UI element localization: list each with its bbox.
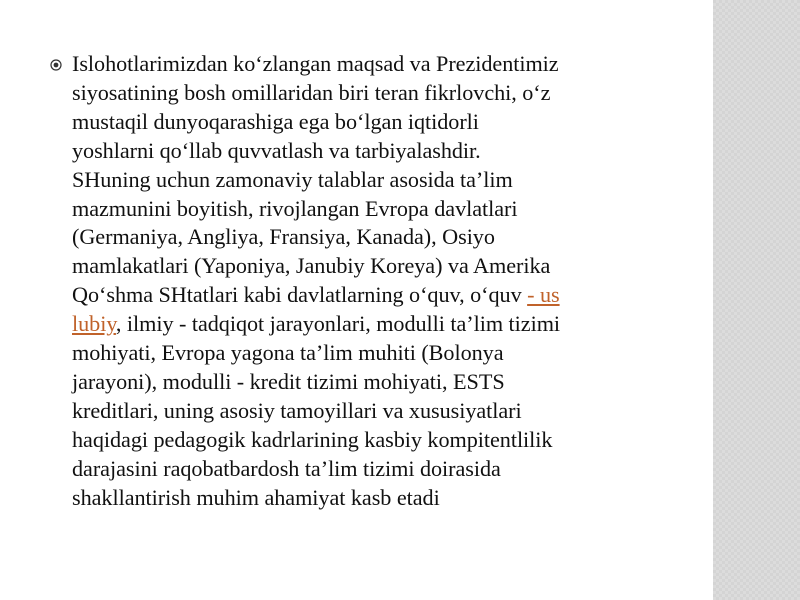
paragraph-text-part-1: Islohotlarimizdan ko‘zlangan maqsad va Prezidentimiz siyosatining bosh omillaridan biri teran fikrlovchi, o‘z mustaqil dunyoqarashiga ega bo‘lgan iqtidorli yoshlarni qo‘llab quvvatlash va tarbiyalashdir. SHuning uchun zamonaviy talablar asosida ta’lim mazmunini boyitish, rivojlangan Evropa davlatlari (Germaniya, Angliya, Fransiya, Kanada), Osiyo mamlakatlari (Yaponiya, Janubiy Koreya) va Amerika Qo‘shma SHtatlari kabi davlatlarning o‘quv, o‘quv — [72, 51, 559, 308]
slide-content — [50, 50, 690, 513]
bullet-paragraph — [72, 50, 690, 513]
bullet-item — [50, 50, 690, 513]
uslubiy-link[interactable]: - us lubiy — [72, 282, 560, 337]
side-decorative-panel — [713, 0, 800, 600]
circled-dot-bullet-icon — [50, 58, 62, 70]
paragraph-text-part-2: , ilmiy - tadqiqot jarayonlari, modulli ta’lim tizimi mohiyati, Evropa yagona ta’lim muhiti (Bolonya jarayoni), modulli - kredit tizimi mohiyati, ESTS kreditlari, uning asosiy tamoyillari va xususiyatlari haqidagi pedagogik kadrlarining kasbiy kompitentlilik darajasini raqobatbardosh ta’lim tizimi doirasida shakllantirish muhim ahamiyat kasb etadi — [72, 311, 561, 510]
